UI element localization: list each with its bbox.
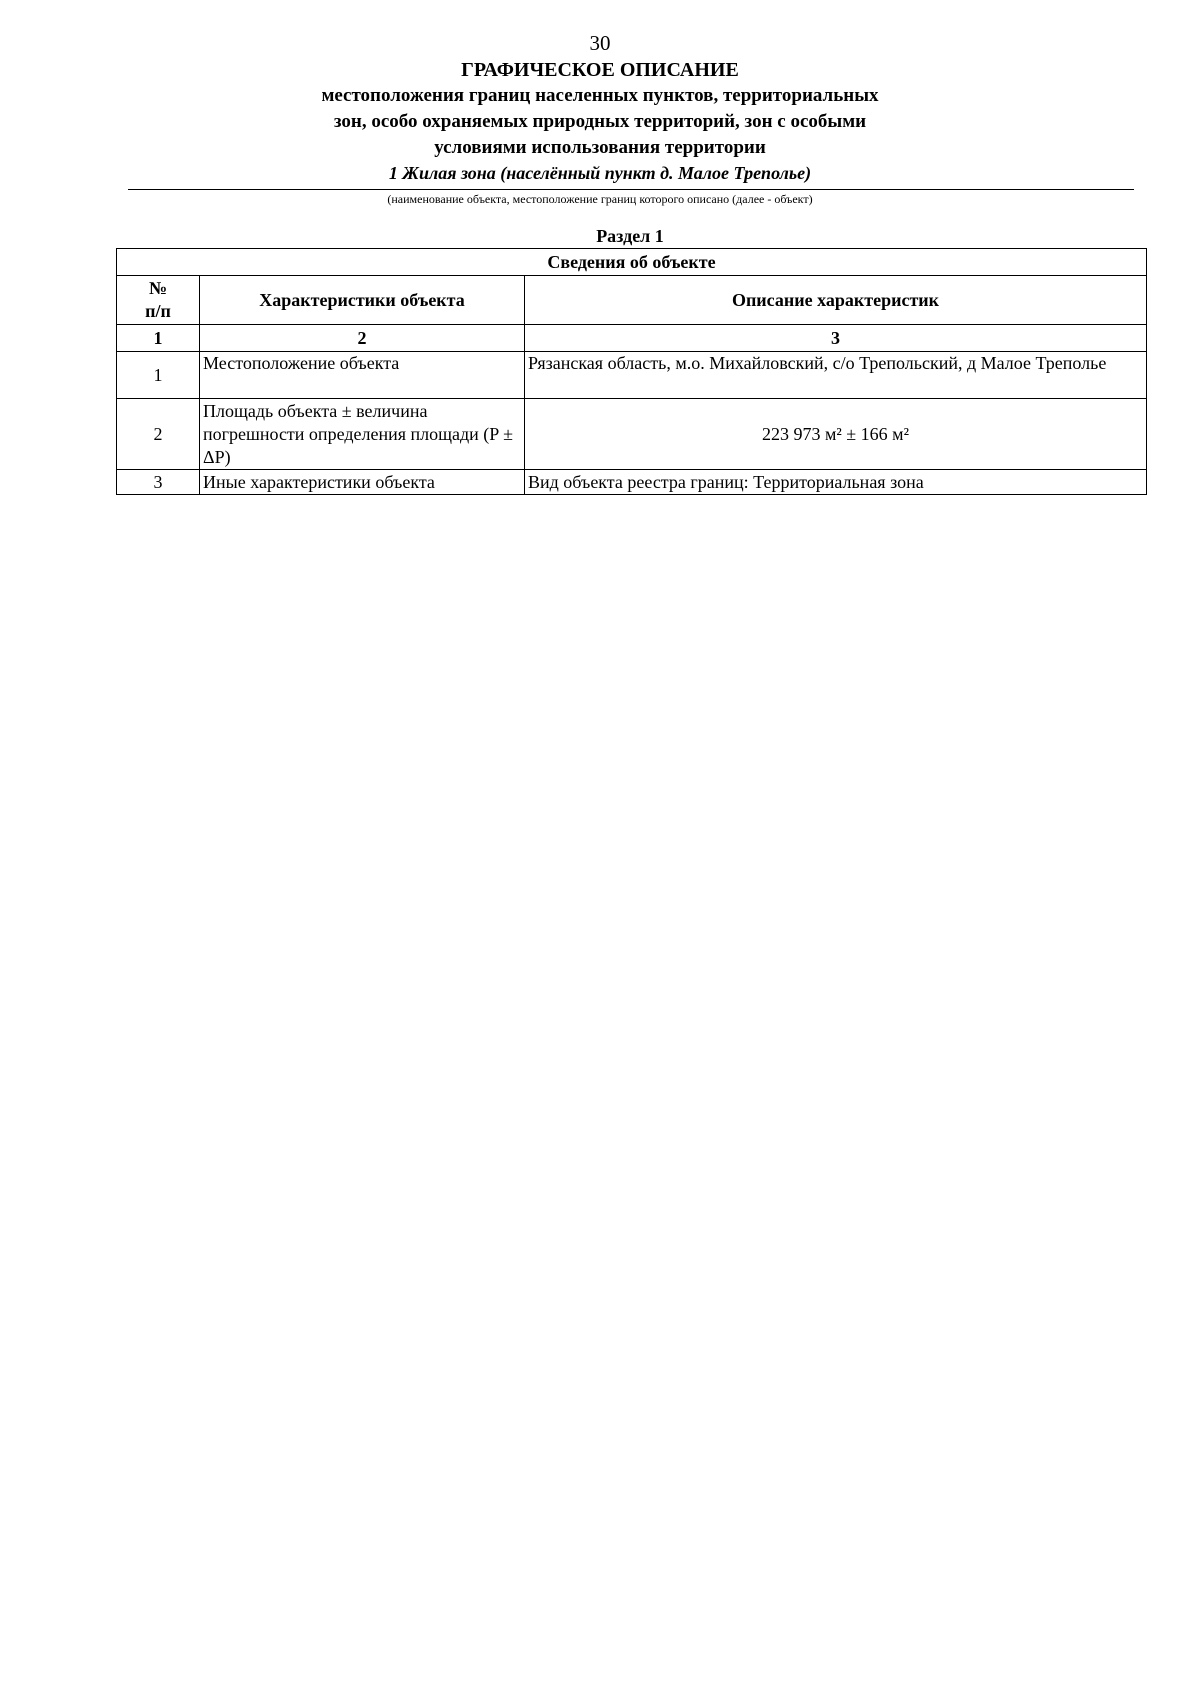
table-caption-row: [117, 249, 1147, 276]
document-title: ГРАФИЧЕСКОЕ ОПИСАНИЕ: [461, 59, 739, 81]
column-number-1: 1: [117, 325, 200, 352]
document-subtitle-line-1: местоположения границ населенных пунктов, территориальных: [321, 85, 879, 106]
row-characteristic: Местоположение объекта: [200, 352, 525, 399]
header-number: [117, 276, 200, 325]
row-description: 223 973 м² ± 166 м²: [525, 399, 1147, 470]
row-characteristic: Площадь объекта ± величина погрешности определения площади (P ± ΔP): [200, 399, 525, 470]
row-description: Вид объекта реестра границ: Территориальная зона: [525, 470, 1147, 495]
header-description: Описание характеристик: [525, 276, 1147, 325]
column-number-3: 3: [525, 325, 1147, 352]
table-row: [117, 399, 1147, 470]
document-subtitle-line-3: условиями использования территории: [434, 137, 766, 158]
table-header-row: [117, 276, 1147, 325]
row-characteristic: Иные характеристики объекта: [200, 470, 525, 495]
document-subtitle-line-2: зон, особо охраняемых природных территорий, зон с особыми: [333, 111, 867, 132]
object-name: 1 Жилая зона (населённый пункт д. Малое Треполье): [388, 163, 812, 183]
section-title: Раздел 1: [596, 226, 664, 246]
table-column-numbers-row: [117, 325, 1147, 352]
document-title-block: [0, 57, 1200, 185]
page-number: 30: [589, 31, 611, 55]
table-caption: Сведения об объекте: [117, 249, 1147, 276]
table-row: [117, 352, 1147, 399]
header-number-text: № п/п: [145, 278, 171, 321]
row-number: 2: [117, 399, 200, 470]
row-number: 3: [117, 470, 200, 495]
header-characteristic: Характеристики объекта: [200, 276, 525, 325]
row-number: 1: [117, 352, 200, 399]
object-name-caption: (наименование объекта, местоположение границ которого описано (далее - объект): [387, 192, 813, 206]
column-number-2: 2: [200, 325, 525, 352]
row-description: Рязанская область, м.о. Михайловский, с/о Трепольский, д Малое Треполье: [525, 352, 1147, 399]
table-row: [117, 470, 1147, 495]
object-info-table: [116, 248, 1147, 495]
object-name-underline: [128, 189, 1134, 190]
